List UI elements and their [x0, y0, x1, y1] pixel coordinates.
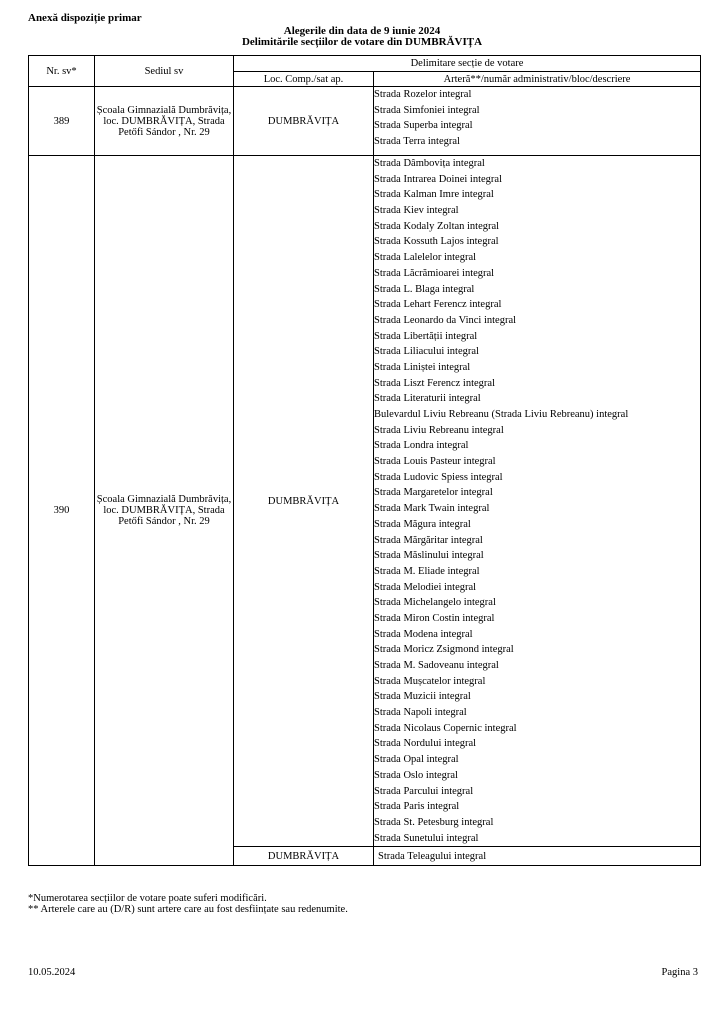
street-item: Strada Mușcatelor integral — [374, 675, 486, 687]
street-item: Strada Parcului integral — [374, 785, 474, 797]
street-item: Strada Terra integral — [374, 136, 460, 148]
delimitation-table — [28, 55, 701, 866]
street-item: Strada Muzicii integral — [374, 691, 471, 703]
section-number: 390 — [29, 156, 95, 866]
street-item: Strada Ludovic Spiess integral — [374, 471, 503, 483]
street-list — [374, 87, 701, 156]
street-item: Strada Lehart Ferencz integral — [374, 299, 502, 311]
street-item: Strada Leonardo da Vinci integral — [374, 314, 517, 326]
street-item: Strada Opal integral — [374, 754, 459, 766]
street-item: Strada Paris integral — [374, 801, 460, 813]
footnote-numbering: *Numerotarea secțiilor de votare poate suferi modificări. — [28, 893, 267, 904]
street-item: Strada Liniștei integral — [374, 361, 471, 373]
street-item: Strada Libertății integral — [374, 330, 478, 342]
street-item: Strada Melodiei integral — [374, 581, 477, 593]
street-item: Strada Kodaly Zoltan integral — [374, 220, 500, 232]
street-item: Strada Nordului integral — [374, 738, 477, 750]
street-item: Strada Rozelor integral — [374, 89, 472, 100]
street-item: Strada Mark Twain integral — [374, 503, 490, 515]
section-venue: Școala Gimnazială Dumbrăvița, loc. DUMBRĂVIȚA, Strada Petőfi Sándor , Nr. 29 — [95, 156, 234, 866]
street-list — [374, 156, 701, 847]
street-item: Strada Kiev integral — [374, 205, 459, 217]
document-date: 10.05.2024 — [28, 967, 76, 978]
street-item: Strada Lăcrămioarei integral — [374, 267, 495, 279]
table-row — [29, 156, 701, 847]
street-item: Strada Michelangelo integral — [374, 597, 496, 609]
street-item: Strada M. Eliade integral — [374, 565, 480, 577]
annex-label: Anexă dispoziție primar — [28, 12, 142, 24]
street-item: Strada Margaretelor integral — [374, 487, 493, 499]
page-number: Pagina 3 — [661, 967, 698, 978]
header-delimitare: Delimitare secție de votare — [234, 56, 701, 72]
street-item: Strada Miron Costin integral — [374, 612, 495, 624]
street-item: Strada Superba integral — [374, 120, 473, 132]
section-locality: DUMBRĂVIȚA — [234, 847, 374, 866]
header-nr: Nr. sv* — [29, 56, 95, 87]
section-locality: DUMBRĂVIȚA — [234, 87, 374, 156]
street-item: Strada St. Petesburg integral — [374, 816, 494, 828]
street-item: Strada Nicolaus Copernic integral — [374, 722, 517, 734]
street-item: Strada M. Sadoveanu integral — [374, 660, 499, 671]
street-item: Strada Kalman Imre integral — [374, 189, 494, 201]
table-row — [29, 87, 701, 156]
footnote-arteries: ** Arterele care au (D/R) sunt artere care au fost desființate sau redenumite. — [28, 904, 348, 915]
section-locality: DUMBRĂVIȚA — [234, 156, 374, 847]
street-item: Strada Măgura integral — [374, 518, 471, 530]
street-item: Strada Londra integral — [374, 440, 469, 452]
street-item: Strada Teleagului integral — [374, 847, 701, 866]
street-item: Strada Oslo integral — [374, 769, 458, 781]
street-item: Bulevardul Liviu Rebreanu (Strada Liviu Rebreanu) integral — [374, 409, 629, 420]
street-item: Strada Măslinului integral — [374, 550, 484, 562]
header-artery: Arteră**/număr administrativ/bloc/descriere — [374, 72, 701, 87]
street-item: Strada Dâmbovița integral — [374, 158, 485, 169]
street-item: Strada Mărgăritar integral — [374, 534, 483, 546]
street-item: Strada Liviu Rebreanu integral — [374, 424, 504, 436]
header-locality: Loc. Comp./sat ap. — [234, 72, 374, 87]
header-sediu: Sediul sv — [95, 56, 234, 87]
street-item: Strada Sunetului integral — [374, 832, 479, 844]
section-number: 389 — [29, 87, 95, 156]
street-item: Strada Kossuth Lajos integral — [374, 236, 499, 248]
street-item: Strada Simfoniei integral — [374, 104, 480, 116]
document-title: Alegerile din data de 9 iunie 2024 — [283, 25, 441, 37]
section-venue: Școala Gimnazială Dumbrăvița, loc. DUMBRĂVIȚA, Strada Petőfi Sándor , Nr. 29 — [95, 87, 234, 156]
street-item: Strada Intrarea Doinei integral — [374, 173, 502, 185]
street-item: Strada Lalelelor integral — [374, 252, 477, 264]
street-item: Strada L. Blaga integral — [374, 283, 475, 295]
street-item: Strada Literaturii integral — [374, 393, 481, 405]
street-item: Strada Moricz Zsigmond integral — [374, 644, 514, 656]
street-item: Strada Liliacului integral — [374, 346, 479, 358]
street-item: Strada Napoli integral — [374, 707, 467, 719]
document-subtitle: Delimitările secțiilor de votare din DUMBRĂVIȚA — [241, 36, 483, 48]
street-item: Strada Liszt Ferencz integral — [374, 377, 495, 389]
street-item: Strada Louis Pasteur integral — [374, 456, 496, 468]
street-item: Strada Modena integral — [374, 628, 473, 640]
